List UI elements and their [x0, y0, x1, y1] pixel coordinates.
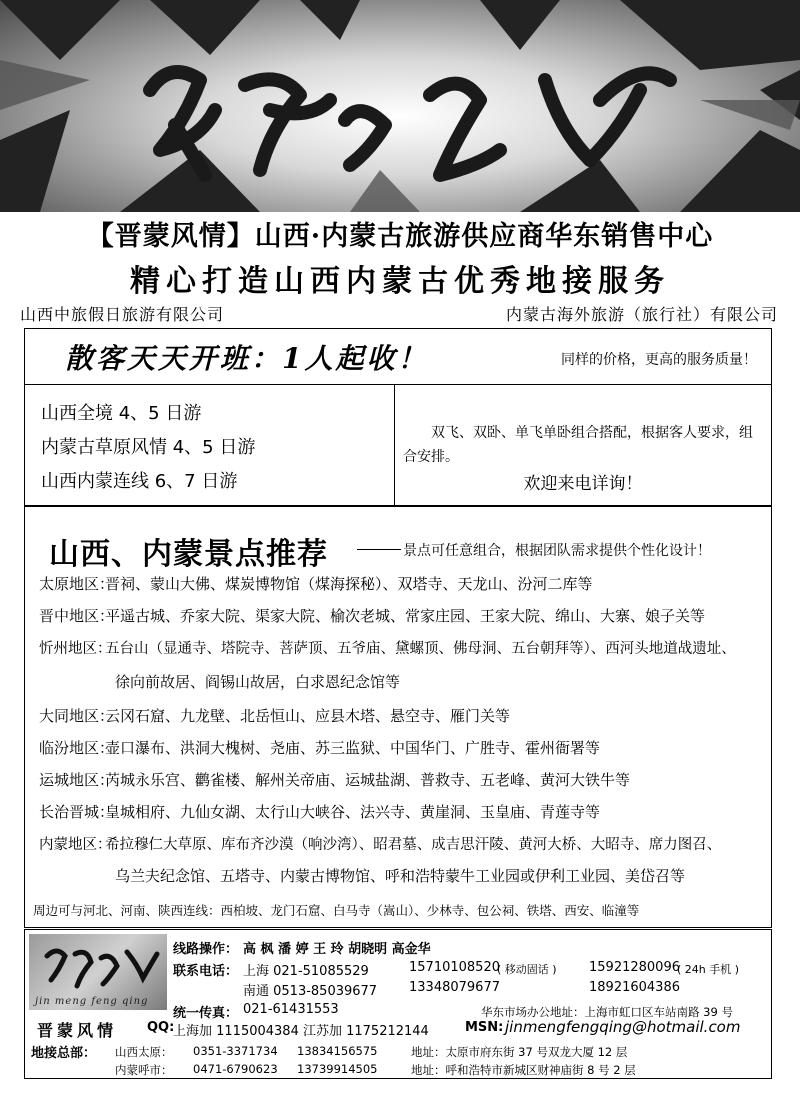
contact-box — [24, 929, 772, 1079]
routes-box — [24, 384, 772, 506]
route-item: 内蒙古草原风情 4、5 日游 — [41, 437, 256, 458]
spot-region: 大同地区： — [39, 707, 115, 725]
spots-subtitle: 景点可任意组合，根据团队需求提供个性化设计！ — [403, 543, 711, 559]
spot-row-taiyuan — [39, 573, 769, 594]
surroundings-note: 周边可与河北、河南、陕西连线：西柏坡、龙门石窟、白马寺（嵩山）、少林寺、包公祠、铁塔、西安、临潼等 — [33, 903, 640, 918]
fax-label: 统一传真： — [173, 1006, 239, 1021]
spot-row-linfen — [39, 737, 769, 758]
company-right: 内蒙古海外旅游（旅行社）有限公司 — [505, 305, 778, 324]
spot-row-changzhi — [39, 801, 769, 822]
mobile-1: 15710108520 — [409, 960, 500, 975]
hohhot-city: 内蒙呼市： — [115, 1063, 173, 1077]
spot-row-xinzhou-cont: 徐向前故居、阎锡山故居，白求恩纪念馆等 — [115, 673, 401, 691]
spot-row-jinzhong — [39, 605, 769, 626]
spot-places: 云冈石窟、九龙壁、北岳恒山、应县木塔、悬空寺、雁门关等 — [105, 707, 511, 725]
spot-row-datong — [39, 705, 769, 726]
brand-name: 晋蒙风情 — [37, 1021, 118, 1040]
spot-region: 晋中地区： — [39, 607, 115, 625]
daily-note: 同样的价格，更高的服务质量！ — [561, 352, 757, 368]
daily-slogan: 散客天天开班：1人起收！ — [65, 342, 429, 375]
msn-label: MSN: — [465, 1020, 504, 1035]
spot-region: 长治晋城： — [39, 803, 115, 821]
brand-logo — [29, 934, 167, 1010]
office-address: 华东市场办公地址：上海市虹口区车站南路 39 号 — [481, 1005, 733, 1019]
route-item: 山西内蒙连线 6、7 日游 — [41, 471, 238, 492]
spot-places: 五台山（显通寺、塔院寺、菩萨顶、五爷庙、黛螺顶、佛母洞、五台朝拜等）、西河头地道战遗址、 — [105, 641, 736, 657]
route-item: 山西全境 4、5 日游 — [41, 403, 202, 424]
routes-info — [395, 385, 771, 505]
msn-address: jinmengfengqing@hotmail.com — [505, 1018, 741, 1036]
mobile-3: 13348079677 — [409, 980, 500, 995]
mobile-2-note: ( 24h 手机 ) — [677, 963, 740, 976]
spot-places: 晋祠、蒙山大佛、煤炭博物馆（煤海探秘）、双塔寺、天龙山、汾河二库等 — [105, 575, 593, 593]
qq-numbers: 上海加 1115004384 江苏加 1175212144 — [173, 1024, 429, 1039]
fax-number: 021-61431553 — [243, 1002, 339, 1017]
calligraphy-banner — [0, 0, 800, 212]
spot-places: 壶口瀑布、洪洞大槐树、尧庙、苏三监狱、中国华门、广胜寺、霍州衙署等 — [105, 739, 601, 757]
spot-row-neimeng-cont: 乌兰夫纪念馆、五塔寺、内蒙古博物馆、呼和浩特蒙牛工业园或伊利工业园、美岱召等 — [115, 867, 686, 885]
hohhot-address: 地址：呼和浩特市新城区财神庙街 8 号 2 层 — [411, 1063, 636, 1077]
spot-places: 芮城永乐宫、鹳雀楼、解州关帝庙、运城盐湖、普救寺、五老峰、黄河大铁牛等 — [105, 771, 631, 789]
page-subtitle: 精心打造山西内蒙古优秀地接服务 — [130, 264, 670, 299]
spot-region: 临汾地区： — [39, 739, 115, 757]
spots-box — [24, 506, 772, 928]
logo-pinyin: jin meng feng qing — [35, 996, 149, 1007]
taiyuan-phone: 0351-3371734 — [193, 1044, 278, 1058]
page-title: 【晋蒙风情】山西·内蒙古旅游供应商华东销售中心 — [86, 221, 714, 252]
divider — [357, 549, 401, 550]
hohhot-phone: 0471-6790623 — [193, 1062, 278, 1076]
nantong-phone: 南通 0513-85039677 — [243, 984, 378, 999]
hohhot-mobile: 13739914505 — [297, 1062, 378, 1076]
combo-note: 双飞、双卧、单飞单卧组合搭配，根据客人要求，组合安排。 — [403, 425, 753, 465]
hq-label: 地接总部： — [31, 1046, 97, 1061]
phone-label: 联系电话： — [173, 964, 239, 979]
shanghai-phone: 上海 021-51085529 — [243, 964, 369, 979]
welcome-text: 欢迎来电详询！ — [523, 474, 643, 494]
spot-row-xinzhou — [39, 637, 769, 658]
route-list — [25, 385, 395, 505]
calligraphy-image — [0, 0, 800, 212]
taiyuan-address: 地址：太原市府东街 37 号双龙大厦 12 层 — [411, 1045, 628, 1059]
spot-region: 太原地区： — [39, 575, 115, 593]
spot-places: 平遥古城、乔家大院、渠家大院、榆次老城、常家庄园、王家大院、绵山、大寨、娘子关等 — [105, 607, 706, 625]
taiyuan-city: 山西太原： — [115, 1045, 173, 1059]
spot-row-yuncheng — [39, 769, 769, 790]
mobile-1-note: ( 移动固话 ) — [497, 963, 557, 976]
company-left: 山西中旅假日旅游有限公司 — [20, 305, 225, 324]
taiyuan-mobile: 13834156575 — [297, 1044, 378, 1058]
spots-title: 山西、内蒙景点推荐 — [49, 537, 328, 572]
mobile-2: 15921280096 — [589, 960, 680, 975]
qq-label: QQ: — [147, 1020, 175, 1035]
operators-names: 高 枫 潘 婷 王 玲 胡晓明 高金华 — [243, 942, 431, 957]
spot-places: 希拉穆仁大草原、库布齐沙漠（响沙湾）、昭君墓、成吉思汗陵、黄河大桥、大昭寺、席力图召、 — [105, 837, 722, 853]
spot-places: 皇城相府、九仙女湖、太行山大峡谷、法兴寺、黄崖洞、玉皇庙、青莲寺等 — [105, 803, 601, 821]
mobile-4: 18921604386 — [589, 980, 680, 995]
spot-region: 内蒙地区： — [39, 837, 112, 853]
spot-region: 运城地区： — [39, 771, 115, 789]
daily-departure-box — [24, 328, 772, 384]
operators-label: 线路操作： — [173, 942, 239, 957]
spot-row-neimeng — [39, 833, 769, 854]
spot-region: 忻州地区： — [39, 641, 112, 657]
